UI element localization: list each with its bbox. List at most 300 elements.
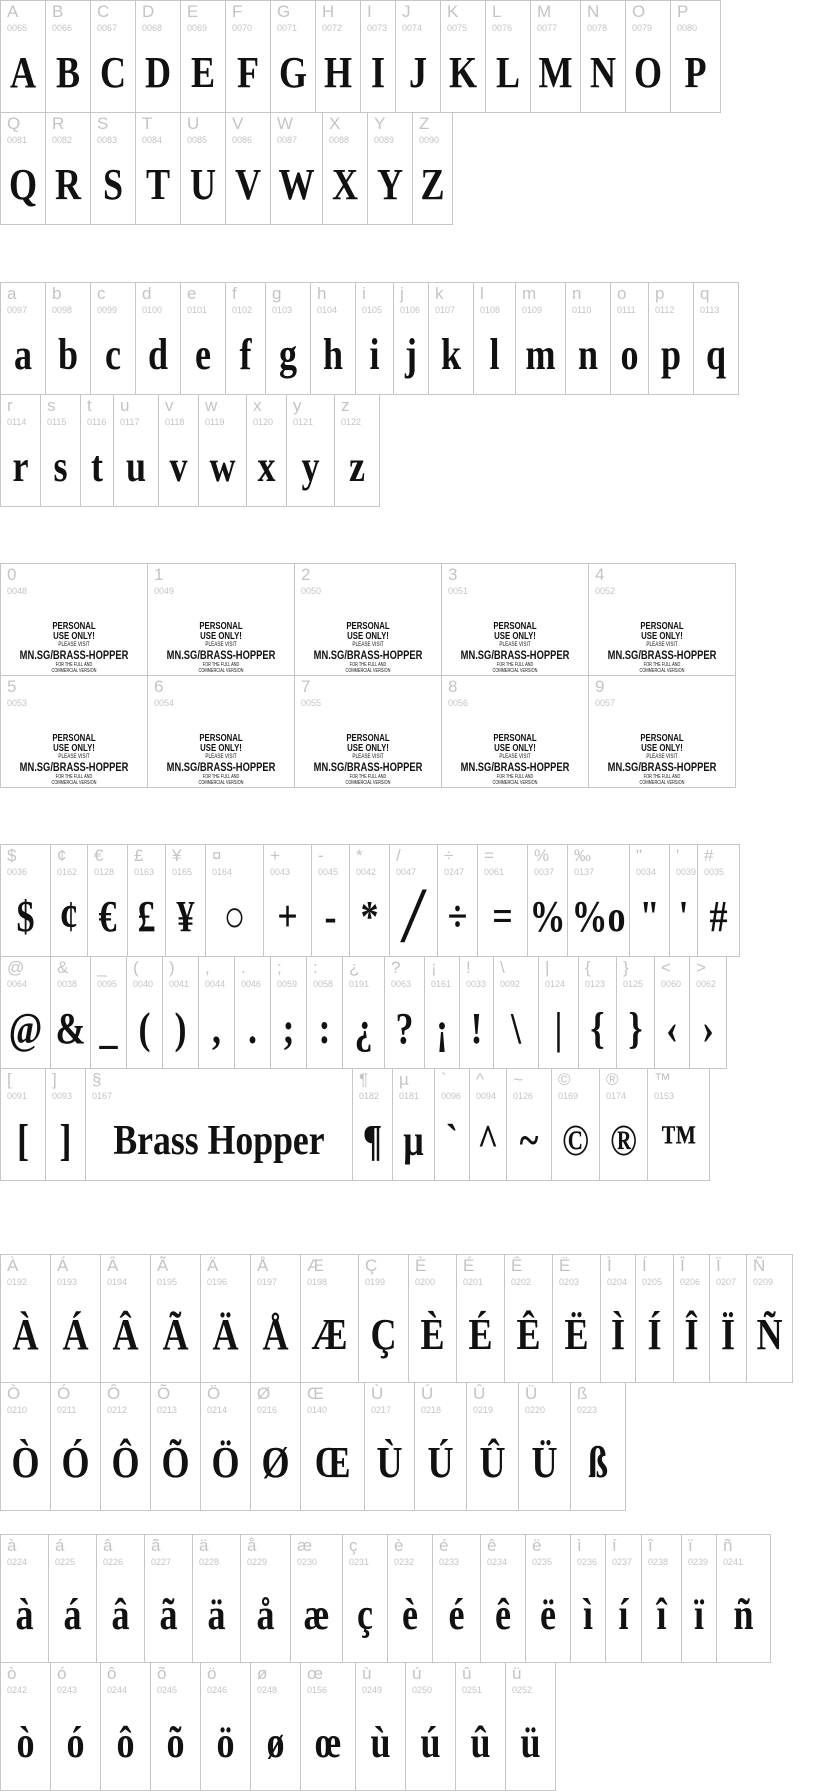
glyph-sample: p (660, 330, 682, 379)
glyph-label: Ê (511, 1256, 523, 1275)
glyph-code: 0064 (7, 979, 28, 989)
glyph-sample: A (9, 48, 37, 97)
glyph-code: 0236 (577, 1557, 598, 1567)
glyph-cell (165, 844, 206, 957)
glyph-sample: Ö (211, 1438, 240, 1487)
glyph-code: 0069 (187, 23, 208, 33)
glyph-code: 0128 (94, 867, 115, 877)
glyph-sample: - (324, 892, 337, 941)
glyph-sample: Ã (162, 1310, 189, 1359)
glyph-label: U (187, 114, 200, 133)
glyph-label: > (696, 958, 706, 977)
glyph-label: ; (277, 958, 282, 977)
glyph-cell (205, 844, 264, 957)
glyph-cell (635, 1254, 674, 1383)
glyph-code: 0105 (362, 305, 383, 315)
glyph-cell (225, 282, 266, 395)
glyph-cell (0, 1254, 51, 1383)
glyph-sample: œ (314, 1718, 342, 1767)
glyph-label: ¡ (431, 958, 437, 977)
glyph-sample: ™ (660, 1116, 697, 1165)
glyph-cell (147, 675, 295, 788)
glyph-label: W (277, 114, 294, 133)
glyph-sample: Ä (212, 1310, 239, 1359)
glyph-code: 0045 (318, 867, 339, 877)
glyph-cell (180, 282, 226, 395)
glyph-cell (90, 112, 136, 225)
glyph-cell (240, 1534, 291, 1663)
glyph-sample: b (57, 330, 79, 379)
glyph-cell (147, 563, 295, 676)
glyph-cell (0, 282, 46, 395)
glyph-sample: Ù (376, 1438, 403, 1487)
glyph-label: ? (391, 958, 401, 977)
glyph-cell (670, 0, 721, 113)
glyph-cell (50, 956, 91, 1069)
glyph-label: a (7, 284, 17, 303)
glyph-cell (588, 563, 736, 676)
glyph-sample: Ñ (756, 1310, 783, 1359)
stamp-line4: MN.SG/BRASS-HOPPER (19, 648, 129, 662)
glyph-label: ‰ (574, 846, 591, 865)
glyph-cell (392, 1068, 435, 1181)
stamp-line5: FOR THE FULL AND (202, 774, 240, 780)
glyph-code: 0245 (157, 1685, 178, 1695)
glyph-sample: [ (16, 1116, 30, 1165)
glyph-code: 0108 (480, 305, 501, 315)
glyph-cell (50, 1662, 101, 1791)
glyph-code: 0112 (655, 305, 675, 315)
glyph-cell (709, 1254, 747, 1383)
glyph-label: ™ (654, 1070, 671, 1089)
glyph-sample: q (705, 330, 727, 379)
glyph-code: 0046 (241, 979, 262, 989)
stamp-line4: MN.SG/BRASS-HOPPER (460, 648, 570, 662)
glyph-code: 0086 (232, 135, 253, 145)
glyph-code: 0230 (297, 1557, 318, 1567)
stamp-line4: MN.SG/BRASS-HOPPER (166, 648, 276, 662)
glyph-code: 0161 (431, 979, 452, 989)
stamp-line5: FOR THE FULL AND (55, 774, 93, 780)
glyph-cell (150, 1254, 201, 1383)
stamp-line4: MN.SG/BRASS-HOPPER (19, 760, 129, 774)
glyph-label: Ó (57, 1384, 71, 1403)
glyph-sample: E (190, 48, 216, 97)
glyph-label: Í (642, 1256, 647, 1275)
glyph-code: 0080 (677, 23, 698, 33)
glyph-cell (518, 1382, 571, 1511)
glyph-label: n (572, 284, 582, 303)
stamp-line1: PERSONAL (640, 621, 684, 632)
glyph-sample: G (278, 48, 308, 97)
glyph-label: + (270, 846, 280, 865)
stamp-line4: MN.SG/BRASS-HOPPER (313, 760, 423, 774)
glyph-cell (225, 0, 271, 113)
glyph-code: 0102 (232, 305, 253, 315)
glyph-label: Á (57, 1256, 69, 1275)
glyph-label: Ï (716, 1256, 721, 1275)
glyph-label: Õ (157, 1384, 171, 1403)
glyph-sample: g (278, 330, 298, 379)
glyph-label: 5 (7, 677, 17, 696)
glyph-code: 0119 (205, 417, 225, 427)
stamp-line2: USE ONLY! (641, 631, 683, 642)
glyph-sample: j (404, 330, 418, 379)
glyph-label: F (232, 2, 243, 21)
stamp-line3: PLEASE VISIT (58, 642, 90, 648)
glyph-label: ï (688, 1536, 693, 1555)
glyph-cell (648, 282, 694, 395)
glyph-label: ê (487, 1536, 497, 1555)
stamp-line5: FOR THE FULL AND (349, 774, 387, 780)
glyph-cell (250, 1382, 301, 1511)
glyph-code: 0035 (704, 867, 725, 877)
glyph-cell (150, 1662, 201, 1791)
glyph-sample: B (55, 48, 81, 97)
glyph-sample: › (701, 1004, 715, 1053)
glyph-sample: l (489, 330, 500, 379)
glyph-sample: H (323, 48, 353, 97)
glyph-label: ù (362, 1664, 372, 1683)
glyph-cell (300, 1662, 356, 1791)
stamp-line1: PERSONAL (493, 733, 537, 744)
glyph-code: 0033 (466, 979, 487, 989)
glyph-sample: _ (99, 1004, 118, 1053)
glyph-cell (669, 844, 698, 957)
glyph-sample: u (125, 442, 147, 491)
stamp-line1: PERSONAL (199, 733, 243, 744)
glyph-sample: Õ (161, 1438, 190, 1487)
glyph-cell (641, 1534, 682, 1663)
glyph-label: £ (134, 846, 144, 865)
glyph-label: \ (500, 958, 505, 977)
glyph-sample: ¥ (176, 892, 195, 941)
glyph-cell (198, 394, 247, 507)
glyph-label: < (661, 958, 671, 977)
glyph-cell (200, 1254, 251, 1383)
glyph-sample: n (577, 330, 599, 379)
glyph-sample: Ô (111, 1438, 140, 1487)
glyph-label: ¢ (57, 846, 67, 865)
glyph-code: 0202 (511, 1277, 532, 1287)
glyph-cell (395, 0, 441, 113)
glyph-label: € (94, 846, 104, 865)
glyph-cell (412, 112, 453, 225)
glyph-code: 0244 (107, 1685, 128, 1695)
glyph-label: t (87, 396, 92, 415)
glyph-cell (0, 956, 51, 1069)
glyph-label: µ (399, 1070, 409, 1089)
glyph-sample: ? (395, 1004, 414, 1053)
glyph-code: 0085 (187, 135, 208, 145)
glyph-cell (113, 394, 159, 507)
glyph-label: ] (52, 1070, 57, 1089)
glyph-label: * (356, 846, 363, 865)
glyph-code: 0095 (97, 979, 118, 989)
glyph-label: 4 (595, 565, 605, 584)
glyph-sample: µ (403, 1116, 424, 1165)
glyph-label: ç (349, 1536, 358, 1555)
glyph-label: # (704, 846, 714, 865)
personal-use-stamp (605, 622, 719, 674)
glyph-code: 0118 (165, 417, 185, 427)
glyph-sample: ~ (519, 1116, 539, 1165)
glyph-code: 0235 (532, 1557, 553, 1567)
glyph-sample: O (633, 48, 663, 97)
glyph-sample: Y (376, 160, 404, 209)
glyph-label: 3 (448, 565, 458, 584)
stamp-line1: PERSONAL (52, 733, 96, 744)
glyph-label: " (636, 846, 643, 865)
glyph-cell (200, 1662, 251, 1791)
glyph-code: 0079 (632, 23, 653, 33)
glyph-code: 0067 (97, 23, 118, 33)
glyph-label: c (97, 284, 106, 303)
glyph-sample: D (144, 48, 172, 97)
glyph-sample: w (209, 442, 236, 491)
glyph-sample: Â (112, 1310, 139, 1359)
glyph-label: ä (199, 1536, 209, 1555)
stamp-line1: PERSONAL (640, 733, 684, 744)
glyph-sample: N (589, 48, 617, 97)
glyph-label: Ø (257, 1384, 271, 1403)
glyph-cell (473, 282, 516, 395)
glyph-code: 0099 (97, 305, 118, 315)
personal-use-stamp (164, 734, 278, 786)
glyph-sample: @ (8, 1004, 43, 1053)
stamp-line5: FOR THE FULL AND (55, 662, 93, 668)
glyph-sample: C (99, 48, 127, 97)
glyph-sample: ; (282, 1004, 295, 1053)
glyph-sample: ë (539, 1590, 557, 1639)
glyph-cell (389, 844, 438, 957)
glyph-sample: ÷ (447, 892, 468, 941)
glyph-code: 0074 (402, 23, 423, 33)
glyph-code: 0121 (293, 417, 314, 427)
glyph-code: 0237 (612, 1557, 633, 1567)
glyph-label: x (253, 396, 262, 415)
glyph-code: 0091 (7, 1091, 28, 1101)
glyph-label: è (394, 1536, 404, 1555)
glyph-cell (310, 282, 356, 395)
glyph-sample: v (169, 442, 188, 491)
glyph-label: o (617, 284, 627, 303)
glyph-cell (0, 112, 46, 225)
glyph-label: z (341, 396, 350, 415)
glyph-code: 0061 (484, 867, 505, 877)
glyph-sample: é (448, 1590, 465, 1639)
glyph-code: 0083 (97, 135, 118, 145)
stamp-line3: PLEASE VISIT (205, 754, 237, 760)
glyph-code: 0054 (154, 698, 175, 708)
glyph-cell (616, 956, 655, 1069)
glyph-label: Ì (607, 1256, 612, 1275)
glyph-label: Ô (107, 1384, 121, 1403)
glyph-cell (0, 563, 148, 676)
glyph-cell (150, 1382, 201, 1511)
glyph-code: 0199 (365, 1277, 386, 1287)
glyph-cell (180, 112, 226, 225)
glyph-sample: Ò (11, 1438, 40, 1487)
glyph-sample: È (420, 1310, 445, 1359)
glyph-label: ã (151, 1536, 161, 1555)
glyph-cell (45, 1068, 86, 1181)
glyph-sample: Œ (314, 1438, 351, 1487)
glyph-code: 0076 (492, 23, 513, 33)
stamp-line2: USE ONLY! (347, 743, 389, 754)
glyph-label: R (52, 114, 65, 133)
glyph-label: B (52, 2, 64, 21)
glyph-code: 0057 (595, 698, 616, 708)
glyph-label: % (534, 846, 550, 865)
glyph-cell (246, 394, 287, 507)
glyph-code: 0113 (700, 305, 720, 315)
glyph-sample: U (189, 160, 217, 209)
glyph-cell (0, 1534, 49, 1663)
glyph-sample: ‹ (665, 1004, 679, 1053)
glyph-label: à (7, 1536, 17, 1555)
glyph-sample: k (440, 330, 462, 379)
glyph-code: 0051 (448, 586, 469, 596)
glyph-sample: á (63, 1590, 82, 1639)
glyph-sample: Í (647, 1310, 662, 1359)
glyph-code: 0081 (7, 135, 28, 145)
glyph-code: 0084 (142, 135, 163, 145)
glyph-label: õ (157, 1664, 167, 1683)
glyph-cell (466, 1382, 519, 1511)
glyph-cell (567, 844, 630, 957)
glyph-label: í (612, 1536, 617, 1555)
glyph-code: 0049 (154, 586, 175, 596)
glyph-label: e (187, 284, 197, 303)
glyph-cell (342, 1534, 388, 1663)
glyph-label: f (232, 284, 237, 303)
glyph-label: Q (7, 114, 21, 133)
stamp-line2: USE ONLY! (200, 743, 242, 754)
glyph-cell (459, 956, 494, 1069)
stamp-line6: COMMERCIAL VERSION (51, 668, 97, 674)
glyph-label: é (439, 1536, 449, 1555)
glyph-cell (360, 0, 396, 113)
glyph-cell (434, 1068, 470, 1181)
glyph-label: ( (133, 958, 139, 977)
stamp-line2: USE ONLY! (494, 743, 536, 754)
glyph-code: 0137 (574, 867, 595, 877)
stamp-line5: FOR THE FULL AND (643, 774, 681, 780)
glyph-label: å (247, 1536, 257, 1555)
glyph-code: 0116 (87, 417, 107, 427)
glyph-label: i (362, 284, 366, 303)
glyph-code: 0153 (654, 1091, 675, 1101)
glyph-label: q (700, 284, 710, 303)
stamp-line2: USE ONLY! (494, 631, 536, 642)
stamp-line1: PERSONAL (199, 621, 243, 632)
glyph-label: 9 (595, 677, 605, 696)
glyph-code: 0072 (322, 23, 343, 33)
glyph-cell (405, 1662, 456, 1791)
glyph-code: 0246 (207, 1685, 228, 1695)
glyph-code: 0242 (7, 1685, 28, 1695)
glyph-code: 0232 (394, 1557, 415, 1567)
glyph-label: } (623, 958, 629, 977)
glyph-sample: # (709, 892, 728, 941)
glyph-label: 6 (154, 677, 164, 696)
glyph-sample: Û (479, 1438, 506, 1487)
glyph-sample: Ü (531, 1438, 558, 1487)
glyph-cell (580, 0, 626, 113)
glyph-sample: û (470, 1718, 491, 1767)
glyph-code: 0037 (534, 867, 555, 877)
glyph-cell (493, 956, 539, 1069)
glyph-cell (387, 1534, 433, 1663)
glyph-cell (234, 956, 271, 1069)
stamp-line3: PLEASE VISIT (352, 642, 384, 648)
glyph-sample: ¿ (354, 1004, 373, 1053)
glyph-label: ¿ (349, 958, 360, 977)
glyph-cell (367, 112, 413, 225)
glyph-sample: X (331, 160, 359, 209)
glyph-sample: F (236, 48, 260, 97)
glyph-cell (342, 956, 385, 1069)
glyph-sample: å (256, 1590, 275, 1639)
glyph-sample: à (15, 1590, 34, 1639)
stamp-line1: PERSONAL (52, 621, 96, 632)
glyph-cell (127, 844, 166, 957)
glyph-cell (0, 0, 46, 113)
glyph-sample: f (239, 330, 252, 379)
glyph-label: Ã (157, 1256, 169, 1275)
glyph-label: á (55, 1536, 65, 1555)
personal-use-stamp (458, 622, 572, 674)
glyph-cell (349, 844, 390, 957)
glyph-sample: Å (262, 1310, 289, 1359)
glyph-code: 0063 (391, 979, 412, 989)
glyph-label: m (522, 284, 537, 303)
glyph-sample: õ (166, 1718, 185, 1767)
glyph-cell (525, 1534, 571, 1663)
glyph-sample: À (12, 1310, 39, 1359)
glyph-label: d (142, 284, 152, 303)
glyph-cell (527, 844, 568, 957)
glyph-label: É (463, 1256, 475, 1275)
glyph-cell (504, 1254, 553, 1383)
glyph-cell (96, 1534, 145, 1663)
glyph-label: , (205, 958, 210, 977)
glyph-sample: c (104, 330, 122, 379)
glyph-code: 0107 (435, 305, 456, 315)
glyph-code: 0167 (92, 1091, 113, 1101)
stamp-line3: PLEASE VISIT (58, 754, 90, 760)
glyph-code: 0195 (157, 1277, 178, 1287)
glyph-sample: ç (356, 1590, 374, 1639)
glyph-code: 0201 (463, 1277, 484, 1287)
glyph-label: y (293, 396, 302, 415)
glyph-cell (135, 0, 181, 113)
glyph-cell (408, 1254, 457, 1383)
stamp-line6: COMMERCIAL VERSION (198, 780, 244, 786)
glyph-code: 0048 (7, 586, 28, 596)
glyph-label: T (142, 114, 153, 133)
glyph-code: 0205 (642, 1277, 663, 1287)
glyph-code: 0034 (636, 867, 657, 877)
glyph-label: 1 (154, 565, 164, 584)
glyph-cell (300, 1382, 365, 1511)
glyph-cell (364, 1382, 415, 1511)
glyph-code: 0101 (187, 305, 208, 315)
glyph-cell (180, 0, 226, 113)
glyph-cell (85, 1068, 353, 1181)
stamp-line6: COMMERCIAL VERSION (345, 780, 391, 786)
